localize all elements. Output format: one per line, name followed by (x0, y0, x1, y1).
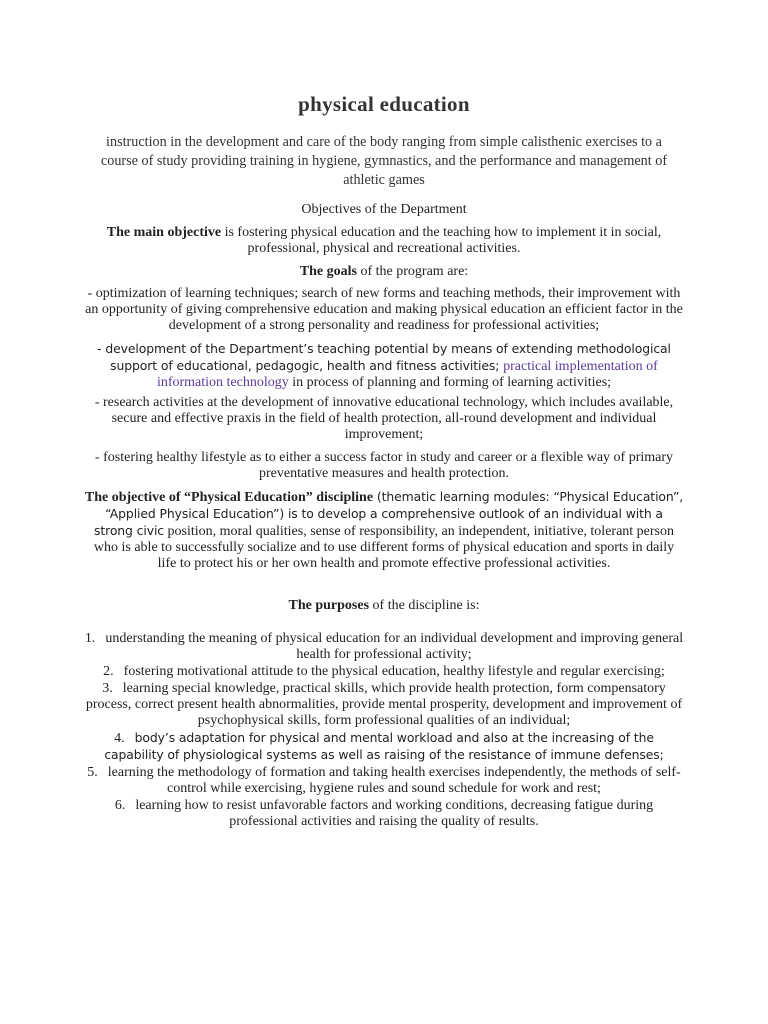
discipline-objective-text-1: (thematic learning modules: “Physical Education”, “Applied Physical Education”) is to develop a comprehensive outlook of an individual with a strong civic (93, 489, 684, 538)
page-title: physical education (298, 92, 470, 116)
discipline-objective-text-2: position, moral qualities, sense of responsibility, an independent, initiative, tolerant person who is able to successfully socialize and to use different forms of physical education and sports in daily life to protect his or her own health and promote effective professional activities. (93, 524, 675, 571)
purposes-text: of the discipline is: (369, 598, 480, 613)
goal-item-4: - fostering healthy lifestyle as to either a success factor in study and career or a flexible way of primary preventative measures and health protection. (94, 450, 674, 481)
objectives-heading: Objectives of the Department (301, 202, 467, 217)
goal-item-3: - research activities at the development of innovative educational technology, which includes available, secure and effective praxis in the field of health protection, all-round development and individual improvement; (94, 395, 674, 442)
purposes-paragraph (84, 598, 684, 614)
goal-item-2 (84, 341, 684, 391)
main-objective-paragraph (84, 225, 684, 257)
intro-definition: instruction in the development and care of the body ranging from simple calisthenic exercises to a course of study providing training in hygiene, gymnastics, and the performance and management of athletic games (100, 134, 668, 188)
goal-item-2-prefix: - development of the Department’s teaching potential by means of extending methodological support of educational, pedagogic, health and fitness activities; (97, 341, 671, 373)
information-technology-link[interactable]: practical implementation of information technology (156, 359, 658, 390)
purposes-label: The purposes (288, 598, 370, 613)
list-item-number: 3. (102, 681, 113, 696)
discipline-objective-paragraph (84, 489, 684, 572)
list-item-number: 2. (103, 664, 114, 679)
list-item (84, 664, 684, 680)
list-item-number: 4. (114, 731, 125, 746)
goal-item-2-suffix: in process of planning and forming of learning activities; (288, 375, 612, 390)
list-item (84, 730, 684, 764)
goals-label: The goals (299, 264, 357, 279)
goal-item-1: - optimization of learning techniques; search of new forms and teaching methods, their improvement with an opportunity of giving comprehensive education and making physical education an efficient factor in the development of a strong personality and readiness for professional activities; (85, 286, 683, 333)
list-item-text: learning the methodology of formation and taking health exercises independently, the methods of self-control while exercising, hygiene rules and sound schedule for work and rest; (107, 765, 681, 796)
list-item (84, 798, 684, 830)
list-item-text: understanding the meaning of physical education for an individual development and improving general health for professional activity; (105, 631, 684, 662)
list-item (84, 681, 684, 729)
goals-text: of the program are: (357, 264, 469, 279)
discipline-objective-label: The objective of “Physical Education” discipline (84, 490, 374, 505)
list-item (84, 765, 684, 797)
list-item-text: learning special knowledge, practical skills, which provide health protection, form compensatory process, correct present health abnormalities, provide mental prosperity, development and improvement of psychophysical skills, form professional qualities of an individual; (85, 681, 683, 728)
goals-paragraph (84, 264, 684, 280)
list-item-text: fostering motivational attitude to the physical education, healthy lifestyle and regular exercising; (123, 664, 665, 679)
list-item (84, 631, 684, 663)
main-objective-label: The main objective (106, 225, 222, 240)
list-item-number: 1. (84, 631, 96, 646)
list-item-text: learning how to resist unfavorable factors and working conditions, decreasing fatigue during professional activities and raising the quality of results. (135, 798, 654, 829)
list-item-text: body’s adaptation for physical and mental workload and also at the increasing of the capability of physiological systems as well as raising of the resistance of immune defenses; (104, 730, 664, 762)
list-item-number: 5. (87, 765, 98, 780)
purposes-list (84, 631, 684, 831)
list-item-number: 6. (114, 798, 126, 813)
main-objective-text: is fostering physical education and the teaching how to implement it in social, professional, physical and recreational activities. (221, 225, 662, 256)
